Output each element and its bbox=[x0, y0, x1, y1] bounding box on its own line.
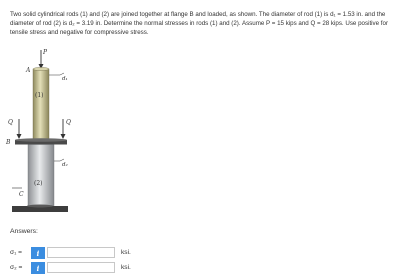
label-Q-left: Q bbox=[8, 119, 13, 126]
label-A: A bbox=[26, 67, 31, 74]
label-d1: d₁ bbox=[62, 76, 68, 82]
answer-row-sigma2 bbox=[10, 262, 190, 274]
d1-dimension bbox=[49, 73, 64, 75]
sigma2-units: ksi. bbox=[121, 264, 131, 271]
sigma2-label: σ₂ = bbox=[10, 264, 23, 271]
answers-label: Answers: bbox=[10, 228, 38, 235]
load-Q-left-arrow bbox=[17, 119, 22, 139]
rod-figure bbox=[0, 44, 120, 220]
sigma1-label: σ₁ = bbox=[10, 249, 22, 256]
load-Q-right-arrow bbox=[61, 119, 66, 139]
sigma1-input[interactable] bbox=[47, 247, 115, 258]
sigma1-units: ksi. bbox=[121, 249, 131, 256]
label-rod-2: (2) bbox=[34, 180, 43, 187]
d2-dimension bbox=[54, 159, 64, 161]
label-C: C bbox=[19, 191, 24, 198]
label-P: P bbox=[43, 49, 48, 56]
sigma2-input[interactable] bbox=[47, 262, 115, 273]
answer-row-sigma1 bbox=[10, 247, 190, 259]
rod-diagram bbox=[0, 44, 120, 220]
rod-1 bbox=[33, 69, 49, 141]
label-B: B bbox=[6, 139, 11, 146]
label-Q-right: Q bbox=[66, 119, 71, 126]
problem-statement: Two solid cylindrical rods (1) and (2) are joined together at flange B and loaded, as shown. The diameter of rod (1) is d₁ = 1.53 in. and the diameter of rod (2) is d₂ = 3.19 in. Determine the normal stresses in rods (1) and (2). Assume P = 15 kips and Q = 28 kips. Use positive for tensile stress and negative for compressive stress. bbox=[10, 11, 389, 36]
rod-2 bbox=[28, 145, 54, 207]
label-d2: d₂ bbox=[62, 162, 68, 168]
label-rod-1: (1) bbox=[35, 92, 44, 99]
sigma2-info-button[interactable]: i bbox=[31, 262, 45, 274]
sigma1-info-button[interactable]: i bbox=[31, 247, 45, 259]
